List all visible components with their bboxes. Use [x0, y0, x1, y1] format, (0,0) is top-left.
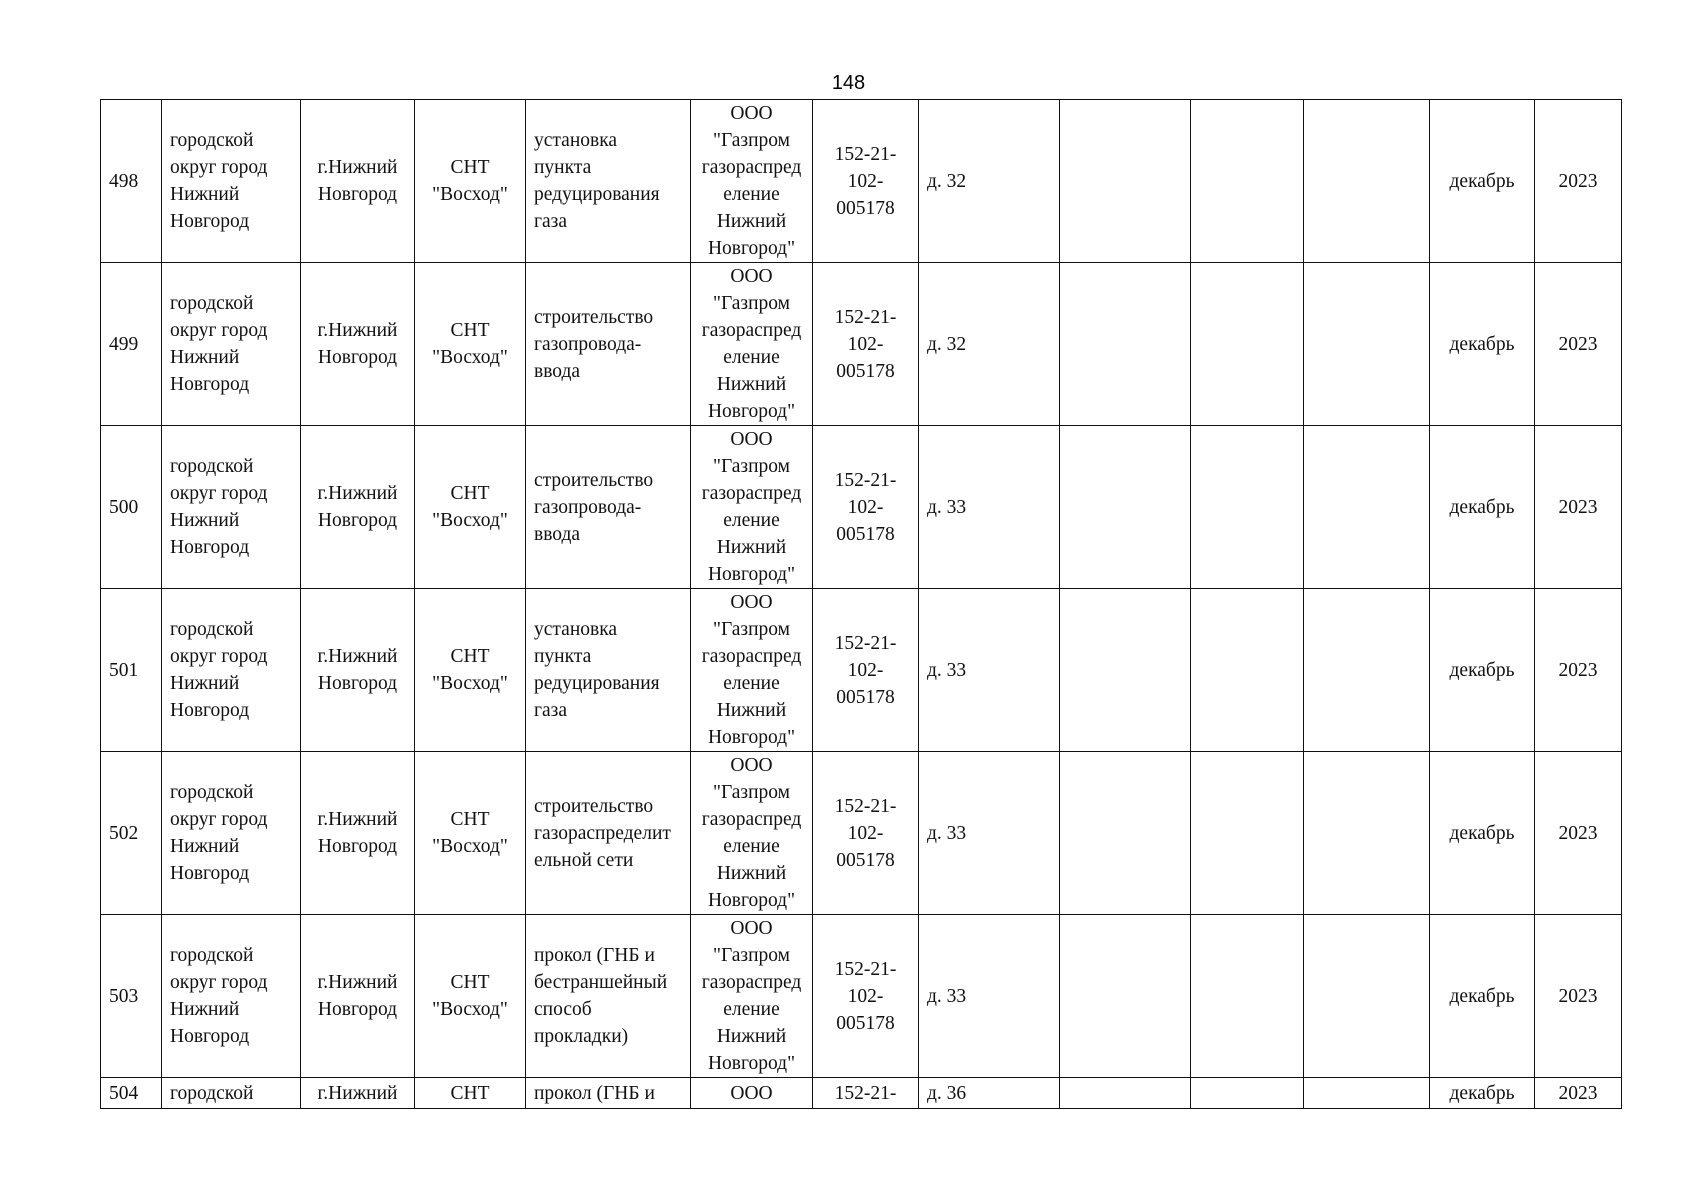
municipality-line: Новгород	[170, 863, 250, 884]
code-line: 102-	[847, 333, 884, 355]
code-line: 102-	[847, 659, 884, 681]
territory-cell	[415, 915, 526, 1078]
organization-cell	[691, 752, 813, 915]
year-cell: 2023	[1535, 589, 1622, 752]
municipality-line: округ город	[170, 809, 268, 830]
municipality-line: Нижний	[170, 673, 240, 694]
organization-line: Новгород"	[707, 1053, 796, 1074]
empty-cell	[1060, 589, 1191, 752]
organization-line: еление	[723, 347, 780, 368]
municipality-cell	[162, 263, 301, 426]
organization-cell	[691, 915, 813, 1078]
code-cell	[813, 263, 919, 426]
row-number-cell: 498	[101, 100, 162, 263]
settlement-line: Новгород	[317, 999, 398, 1020]
organization-line: Нижний	[716, 374, 787, 395]
organization-line: еление	[723, 673, 780, 694]
work-type-line: строительство	[534, 469, 654, 491]
year-cell: 2023	[1535, 915, 1622, 1078]
settlement-line: г.Нижний	[317, 483, 398, 504]
empty-cell	[1304, 1078, 1430, 1109]
territory-line: "Восход"	[432, 836, 508, 857]
code-cell	[813, 752, 919, 915]
organization-line: газораспред	[701, 483, 802, 504]
territory-line: СНТ	[450, 1082, 490, 1104]
settlement-cell	[301, 1078, 415, 1109]
territory-cell	[415, 426, 526, 589]
month-cell: декабрь	[1430, 426, 1535, 589]
territory-line: СНТ	[450, 809, 490, 830]
row-number-cell: 501	[101, 589, 162, 752]
code-line: 005178	[836, 686, 895, 708]
work-type-cell	[526, 263, 691, 426]
work-type-line: редуцирования	[534, 673, 660, 694]
empty-cell	[1191, 589, 1304, 752]
settlement-line: г.Нижний	[317, 809, 398, 830]
empty-cell	[1191, 752, 1304, 915]
work-type-line: прокол (ГНБ и	[534, 1082, 655, 1104]
settlement-line: г.Нижний	[317, 1082, 398, 1104]
municipality-cell	[162, 915, 301, 1078]
municipality-line: Нижний	[170, 184, 240, 205]
empty-cell	[1060, 263, 1191, 426]
house-cell: д. 33	[919, 426, 1060, 589]
row-number-cell: 502	[101, 752, 162, 915]
organization-line: газораспред	[701, 972, 802, 993]
work-type-line: ввода	[534, 360, 581, 382]
settlement-cell	[301, 426, 415, 589]
house-cell: д. 36	[919, 1078, 1060, 1109]
organization-line: Нижний	[716, 1026, 787, 1047]
organization-line: Новгород"	[707, 564, 796, 585]
code-line: 102-	[847, 170, 884, 192]
code-line: 005178	[836, 849, 895, 871]
schedule-table	[100, 99, 1622, 1109]
territory-cell	[415, 1078, 526, 1109]
work-type-line: ввода	[534, 523, 581, 545]
empty-cell	[1191, 426, 1304, 589]
territory-cell	[415, 263, 526, 426]
organization-line: ООО	[730, 1082, 773, 1104]
work-type-line: редуцирования	[534, 184, 660, 205]
organization-line: еление	[723, 184, 780, 205]
work-type-cell	[526, 426, 691, 589]
work-type-line: установка	[534, 619, 618, 640]
work-type-cell	[526, 752, 691, 915]
code-line: 152-21-	[834, 143, 897, 165]
settlement-line: г.Нижний	[317, 157, 398, 178]
municipality-line: Новгород	[170, 1026, 250, 1047]
house-cell: д. 33	[919, 915, 1060, 1078]
code-line: 005178	[836, 1012, 895, 1034]
territory-line: СНТ	[450, 483, 490, 504]
municipality-cell	[162, 1078, 301, 1109]
organization-cell	[691, 1078, 813, 1109]
settlement-line: г.Нижний	[317, 646, 398, 667]
house-cell: д. 33	[919, 589, 1060, 752]
month-cell: декабрь	[1430, 263, 1535, 426]
month-cell: декабрь	[1430, 915, 1535, 1078]
code-line: 152-21-	[834, 795, 897, 817]
municipality-line: городской	[170, 130, 254, 151]
table-row	[101, 426, 1622, 589]
municipality-line: округ город	[170, 157, 268, 178]
territory-line: "Восход"	[432, 999, 508, 1020]
settlement-line: Новгород	[317, 510, 398, 531]
territory-line: СНТ	[450, 972, 490, 993]
territory-cell	[415, 752, 526, 915]
code-cell	[813, 915, 919, 1078]
organization-cell	[691, 263, 813, 426]
work-type-line: пункта	[534, 157, 592, 178]
empty-cell	[1304, 100, 1430, 263]
empty-cell	[1191, 263, 1304, 426]
code-line: 102-	[847, 985, 884, 1007]
empty-cell	[1060, 426, 1191, 589]
settlement-line: г.Нижний	[317, 972, 398, 993]
organization-line: ООО	[730, 103, 773, 124]
organization-line: газораспред	[701, 646, 802, 667]
municipality-cell	[162, 589, 301, 752]
municipality-line: городской	[170, 945, 254, 966]
empty-cell	[1060, 100, 1191, 263]
territory-line: "Восход"	[432, 184, 508, 205]
empty-cell	[1191, 100, 1304, 263]
municipality-line: городской	[170, 293, 254, 314]
code-line: 005178	[836, 197, 895, 219]
municipality-line: Нижний	[170, 836, 240, 857]
work-type-line: пункта	[534, 646, 592, 667]
municipality-line: Новгород	[170, 537, 250, 558]
municipality-line: округ город	[170, 646, 268, 667]
settlement-line: Новгород	[317, 836, 398, 857]
settlement-cell	[301, 263, 415, 426]
territory-line: СНТ	[450, 646, 490, 667]
empty-cell	[1304, 752, 1430, 915]
settlement-cell	[301, 915, 415, 1078]
house-cell: д. 33	[919, 752, 1060, 915]
settlement-cell	[301, 589, 415, 752]
settlement-line: Новгород	[317, 184, 398, 205]
house-cell: д. 32	[919, 100, 1060, 263]
code-cell	[813, 100, 919, 263]
empty-cell	[1060, 1078, 1191, 1109]
organization-line: Нижний	[716, 863, 787, 884]
row-number-cell: 503	[101, 915, 162, 1078]
municipality-line: Новгород	[170, 374, 250, 395]
year-cell: 2023	[1535, 1078, 1622, 1109]
territory-line: СНТ	[450, 320, 490, 341]
organization-line: ООО	[730, 755, 773, 776]
municipality-cell	[162, 426, 301, 589]
work-type-line: газопровода-	[534, 496, 642, 518]
organization-line: "Газпром	[712, 130, 790, 151]
code-line: 102-	[847, 496, 884, 518]
organization-line: Нижний	[716, 700, 787, 721]
month-cell: декабрь	[1430, 752, 1535, 915]
work-type-cell	[526, 1078, 691, 1109]
municipality-line: городской	[170, 1082, 254, 1104]
organization-line: ООО	[730, 592, 773, 613]
empty-cell	[1191, 1078, 1304, 1109]
work-type-line: прокладки)	[534, 1026, 629, 1047]
row-number-cell: 500	[101, 426, 162, 589]
empty-cell	[1304, 426, 1430, 589]
organization-line: ООО	[730, 918, 773, 939]
work-type-line: способ	[534, 999, 592, 1020]
territory-line: "Восход"	[432, 673, 508, 694]
table-row	[101, 1078, 1622, 1109]
territory-line: "Восход"	[432, 510, 508, 531]
territory-line: "Восход"	[432, 347, 508, 368]
settlement-line: г.Нижний	[317, 320, 398, 341]
year-cell: 2023	[1535, 752, 1622, 915]
code-cell	[813, 426, 919, 589]
municipality-line: Нижний	[170, 999, 240, 1020]
organization-line: еление	[723, 510, 780, 531]
year-cell: 2023	[1535, 100, 1622, 263]
organization-line: "Газпром	[712, 456, 790, 477]
empty-cell	[1304, 589, 1430, 752]
code-cell	[813, 1078, 919, 1109]
empty-cell	[1191, 915, 1304, 1078]
work-type-line: строительство	[534, 795, 654, 817]
municipality-line: городской	[170, 782, 254, 803]
municipality-cell	[162, 100, 301, 263]
work-type-line: строительство	[534, 306, 654, 328]
organization-cell	[691, 589, 813, 752]
work-type-cell	[526, 915, 691, 1078]
empty-cell	[1304, 263, 1430, 426]
organization-line: Новгород"	[707, 238, 796, 259]
code-line: 152-21-	[834, 958, 897, 980]
settlement-cell	[301, 752, 415, 915]
code-cell	[813, 589, 919, 752]
house-cell: д. 32	[919, 263, 1060, 426]
table-row	[101, 752, 1622, 915]
territory-cell	[415, 589, 526, 752]
municipality-line: Нижний	[170, 510, 240, 531]
work-type-line: газа	[534, 211, 568, 232]
organization-line: газораспред	[701, 809, 802, 830]
settlement-line: Новгород	[317, 673, 398, 694]
table-row	[101, 100, 1622, 263]
organization-line: ООО	[730, 266, 773, 287]
organization-cell	[691, 426, 813, 589]
organization-line: еление	[723, 836, 780, 857]
work-type-line: газораспределит	[534, 822, 671, 844]
table-row	[101, 589, 1622, 752]
row-number-cell: 499	[101, 263, 162, 426]
organization-line: ООО	[730, 429, 773, 450]
empty-cell	[1304, 915, 1430, 1078]
month-cell: декабрь	[1430, 1078, 1535, 1109]
code-line: 152-21-	[834, 469, 897, 491]
municipality-line: округ город	[170, 483, 268, 504]
organization-line: еление	[723, 999, 780, 1020]
municipality-line: округ город	[170, 320, 268, 341]
territory-line: СНТ	[450, 157, 490, 178]
territory-cell	[415, 100, 526, 263]
code-line: 152-21-	[834, 632, 897, 654]
code-line: 005178	[836, 523, 895, 545]
work-type-cell	[526, 100, 691, 263]
month-cell: декабрь	[1430, 100, 1535, 263]
work-type-line: установка	[534, 130, 618, 151]
empty-cell	[1060, 752, 1191, 915]
organization-line: газораспред	[701, 320, 802, 341]
municipality-line: округ город	[170, 972, 268, 993]
organization-line: Новгород"	[707, 890, 796, 911]
organization-line: "Газпром	[712, 945, 790, 966]
municipality-cell	[162, 752, 301, 915]
page-number: 148	[831, 72, 866, 94]
municipality-line: Нижний	[170, 347, 240, 368]
municipality-line: Новгород	[170, 211, 250, 232]
municipality-line: городской	[170, 456, 254, 477]
municipality-line: городской	[170, 619, 254, 640]
organization-line: газораспред	[701, 157, 802, 178]
work-type-cell	[526, 589, 691, 752]
organization-cell	[691, 100, 813, 263]
code-line: 152-21-	[834, 306, 897, 328]
row-number-cell: 504	[101, 1078, 162, 1109]
work-type-line: прокол (ГНБ и	[534, 945, 655, 966]
year-cell: 2023	[1535, 426, 1622, 589]
municipality-line: Новгород	[170, 700, 250, 721]
settlement-line: Новгород	[317, 347, 398, 368]
organization-line: Нижний	[716, 537, 787, 558]
code-line: 102-	[847, 822, 884, 844]
organization-line: "Газпром	[712, 619, 790, 640]
work-type-line: газа	[534, 700, 568, 721]
work-type-line: ельной сети	[534, 849, 634, 871]
month-cell: декабрь	[1430, 589, 1535, 752]
organization-line: "Газпром	[712, 293, 790, 314]
organization-line: "Газпром	[712, 782, 790, 803]
empty-cell	[1060, 915, 1191, 1078]
organization-line: Новгород"	[707, 401, 796, 422]
code-line: 005178	[836, 360, 895, 382]
year-cell: 2023	[1535, 263, 1622, 426]
table-row	[101, 263, 1622, 426]
organization-line: Новгород"	[707, 727, 796, 748]
settlement-cell	[301, 100, 415, 263]
table-row	[101, 915, 1622, 1078]
work-type-line: газопровода-	[534, 333, 642, 355]
code-line: 152-21-	[834, 1082, 897, 1104]
work-type-line: бестраншейный	[534, 972, 668, 993]
organization-line: Нижний	[716, 211, 787, 232]
